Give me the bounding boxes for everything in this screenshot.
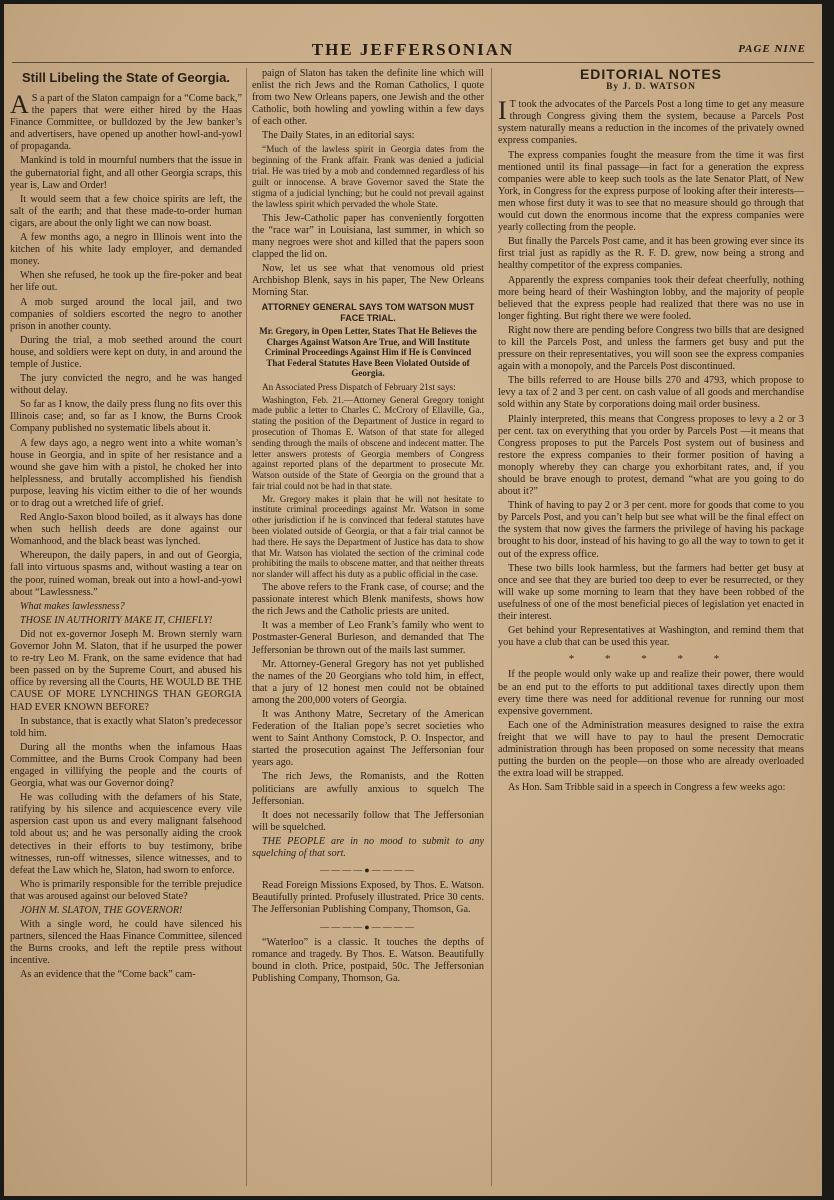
paragraph: The above refers to the Frank case, of course; and the passionate interest which Blenk manifests, shows how the rich Jews and the Catholic priests are united. [252,582,484,618]
advertisement [252,937,484,985]
subheadline: ATTORNEY GENERAL SAYS TOM WATSON MUST FACE TRIAL. [261,302,475,323]
quoted-editorial: “Much of the lawless spirit in Georgia dates from the beginning of the Frank affair. Frank was denied a judicial trial. He was tried by a mob and condemned regardless of his guilt or innocense. A brave Governor saved the State the stigma of a judicial lynching; but he could not prevail against the lawless spirit which pervaded the whole State. [252,144,484,210]
paragraph: He was colluding with the defamers of his State, ratifying by his silence and acquiescence every vile aspersion cast upon us and every malignant falsehood told about us; and he was personally aiding the crook detectives in their efforts to buy testimony, bribe witnesses, run-off witnesses, silence witnesses, and to defeat the Law which he, Slaton, had sworn to enforce. [10,792,242,876]
byline: By J. D. WATSON [606,82,696,93]
paragraph: JOHN M. SLATON, THE GOVERNOR! [20,905,183,916]
separator: ————●———— [320,921,416,932]
paragraph: It was Anthony Matre, Secretary of the American Federation of the Italian pope’s secret societies who went to Saint Anthony Comstock, P. O. Inspector, and started the prosecution against The Jeffersonian four years ago. [252,709,484,769]
paragraph: paign of Slaton has taken the definite line which will enlist the rich Jews and the Roman Catholics, I quote from two New Orleans papers, one Jewish and the other Catholic, both howling and yowling within a few days of each other. [252,68,484,128]
middle-column [252,68,484,1196]
paragraph: Now, let us see what that venomous old priest Archbishop Blenk, says in his paper, The New Orleans Morning Star. [252,262,484,299]
paragraph: What makes lawlessness? [20,600,125,612]
paragraph: Apparently the express companies took their defeat cheerfully, nothing more being heard of their Washington lobby, and the majority of people believed that the express people had realized that there was no use in longer fighting. But right there we were fooled. [498,274,804,322]
paragraph: Mr. Attorney-General Gregory has not yet published the names of the 20 Georgians who told him, in effect, that a jury of 12 honest men could not be obtained among the 200,000 voters of Georgia. [252,658,484,706]
paragraph: Whereupon, the daily papers, in and out of Georgia, fall into virtuous spasms and, without wasting a tear on the poor, ruined woman, break out into a howl-and-yowl about “Lawlessness.” [10,550,242,598]
article-body [252,582,484,860]
paragraph: It does not necessarily follow that The Jeffersonian will be squelched. [252,809,484,833]
paragraph: It was a member of Leo Frank’s family who went to Postmaster-General Burleson, and demanded that The Jeffersonian be thrown out of the mails last summer. [252,620,484,656]
paragraph: During all the months when the infamous Haas Committee, and the Burns Crook Company had been engaged in villifying the people and the courts of Georgia, what was our Governor doing? [10,741,242,790]
paragraph: Each one of the Administration measures designed to raise the extra freight that we will have to pay to haul the present Democratic administration through has been proposed on some necessity that means putting the burden on the people—on those who are already overloaded the extra load will be strapped. [498,719,804,780]
paragraph: It would seem that a few choice spirits are left, the salt of the earth; and that these made-to-order human cigars, are about the only light we can now boast. [10,193,242,229]
paragraph: These two bills look harmless, but the farmers had better get busy at once and see that they are buried too deep to ever be resurrected, or they will wake up some morning to learn that they have been robbed of the usefulness of one of the most beneficial pieces of legislation yet enacted in their interest. [498,562,804,623]
paragraph: Mr. Gregory makes it plain that he will not hesitate to institute criminal proceedings against Mr. Watson in some other jurisdiction if he is convinced that federal statutes have been violated outside of Georgia, or that a fair trial cannot be had there. He says the Department of Justice has data to show that Mr. Watson has violated the section of the criminal code prohibiting the mails to obscene matter, and that neither threats nor slander will affect his duty as a public official in the case. [252,493,484,580]
paragraph: THOSE IN AUTHORITY MAKE IT, CHIEFLY! [20,614,213,626]
column-divider [491,68,492,1186]
article-body [252,213,484,300]
column-divider [246,68,247,1186]
left-column [10,68,242,1196]
paragraph: Mankind is told in mournful numbers that the issue in the gubernatorial fight, and all other Georgia scraps, this year is, Law and Order! [10,155,242,191]
paragraph: When she refused, he took up the fire-poker and beat her life out. [10,270,242,294]
deck-headline: Mr. Gregory, in Open Letter, States That He Believes the Charges Against Watson Are True, and Will Institute Criminal Proceedings Against Him if He is Convinced That Federal Statutes Have Been Violated Outside of Georgia. [259,326,477,379]
separator: ————●———— [320,865,416,876]
advertisement [252,880,484,916]
article-body [10,90,242,982]
paragraph: A few days ago, a negro went into a white woman’s house in Georgia, and in spite of her resistance and a wound she gave him with a pistol, he choked her into helplessness, and brutally accomplished his fiendish purpose, leaving his victim either to die of her wounds or to drag out a wretched life of grief. [10,437,242,509]
paragraph: In substance, that is exactly what Slaton’s predecessor told him. [10,715,242,739]
paragraph: Washington, Feb. 21.—Attorney General Gregory tonight made public a letter to Charles C. McCrory of Ellaville, Ga., stating the position of the Department of Justice in regard to prosecution of Thomas E. Watson of that state for alleged sending through the mails of obscene and indecent matter. The letter answers protests of Georgia members of Congress against reported plans of the department to prosecute Mr. Watson outside of the State of Georgia on the ground that a fair trial could not be had in that state. [252,394,484,491]
drop-cap: A [10,90,29,119]
section-break: * * * * * [568,653,734,666]
paragraph: Did not ex-governor Joseph M. Brown sternly warn Governor John M. Slaton, that if he usurped the power to re-try Leo M. Frank, on the same evidence that had been passed on by the Supreme Court, and abused his office by reversing all the Courts, HE WOULD BE THE CAUSE OF MORE LYNCHINGS THAN GEORGIA HAD EVER KNOWN BEFORE? [10,628,242,713]
press-dispatch [252,382,484,580]
paragraph [10,90,242,153]
paragraph: If the people would only wake up and realize their power, there would be an end put to the efforts to put additional taxes directly upon them every time there was need for additional revenue for running our most expensive government. [498,669,804,717]
paragraph: Plainly interpreted, this means that Congress proposes to levy a 2 or 3 per cent. tax on everything that you order by Parcels Post —it means that Congress proposes to put the Parcels Post system out of business and restore the express companies to their former position of having a monoply whereby they can charge you exhorbitant rates, and, if you should be brave enough to protest, demand “what are you going to do about it?” [498,413,804,498]
paragraph: With a single word, he could have silenced his partners, silenced the Haas Finance Committee, silenced the Burns crooks, and left the reptile press without incentive. [10,919,242,967]
paragraph: THE PEOPLE are in no mood to submit to any squelching of that sort. [252,835,484,860]
drop-cap: I [498,96,507,126]
newspaper-page [4,4,822,1196]
page-number: PAGE NINE [738,43,806,55]
article-body [252,68,484,143]
paragraph: Right now there are pending before Congress two bills that are designed to kill the Parcels Post, and unless the farmers get busy and put the pressure on their representatives, you will soon see the express companies again with a monopoly, and the Parcels Post discontinued. [498,324,804,373]
paragraph: An Associated Press Dispatch of February 21st says: [262,381,456,392]
masthead: THE JEFFERSONIAN [311,40,515,59]
paragraph: During the trial, a mob seethed around the court house, and soldiers were kept on duty, in and around the temple of Justice. [10,334,242,370]
paragraph: The bills referred to are House bills 270 and 4793, which propose to levy a tax of 2 and 3 per cent. on cash value of all goods and merchandise sold within any State by corporations doing mail order business. [498,375,804,411]
paragraph [498,96,804,147]
paragraph-text: T took the advocates of the Parcels Post a long time to get any measure through Congress giving them the system, because a Parcels Post system naturally means a reduction in the incomes of the privately owned express companies. [498,99,804,147]
paragraph: This Jew-Catholic paper has conveniently forgotten the “race war” in Louisiana, last summer, in which so many negroes were shot and killed that the papers soon clapped the lid on. [252,212,484,260]
paragraph: But finally the Parcels Post came, and it has been growing ever since its first trial just as rapidly as the R. F. D. grew, now being a strong and healthy competitor of the express companies. [498,236,804,272]
header-rule [12,62,814,63]
paragraph: As an evidence that the “Come back” cam- [20,969,196,981]
right-column [498,68,804,1196]
article-body [498,669,804,794]
paragraph: Who is primarily responsible for the terrible prejudice that was aroused against our beloved State? [10,878,242,902]
paragraph: The rich Jews, the Romanists, and the Rotten politicians are awfully anxious to squelch The Jeffersonian. [252,771,484,807]
page-header [4,40,822,60]
ad-text: “Waterloo” is a classic. It touches the depths of romance and tragedy. By Thos. E. Watson. Beautifully bound in cloth. Price, postpaid, 50c. The Jeffersonian Publishing Company, Thomson, Ga. [252,936,484,984]
paragraph: The express companies fought the measure from the time it was first mentioned until its final passage—in fact for a generation the express companies were able to keep such tools as the late Senator Platt, of New York, in Congress for the express purpose of looking after their interests—men whose first duty it was to see that no measure should go through that would cut down the enormous income that the express companies were yearly collecting from the people. [498,149,804,234]
paragraph: So far as I know, the daily press flung no fits over this Illinois case; and, so far as I know, the Burns Crook Company published no systematic libels about it. [10,399,242,435]
paragraph: As Hon. Sam Tribble said in a speech in Congress a few weeks ago: [508,782,786,794]
section-title: EDITORIAL NOTES [579,68,723,82]
paragraph: The Daily States, in an editorial says: [262,130,415,142]
article-body [498,96,804,649]
paragraph: A few months ago, a negro in Illinois went into the kitchen of his white lady employer, and demanded money. [10,232,242,268]
paragraph: A mob surged around the local jail, and two companies of soldiers escorted the negro to another prison in another county. [10,296,242,332]
ad-text: Read Foreign Missions Exposed, by Thos. E. Watson. Beautifully printed. Profusely illustrated. Price 30 cents. The Jeffersonian Publishing Company, Thomson, Ga. [252,880,484,916]
paragraph: Get behind your Representatives at Washington, and remind them that you have a club that can be used this year. [498,625,804,649]
paragraph: The jury convicted the negro, and he was hanged without delay. [10,373,242,397]
paragraph-text: S a part of the Slaton campaign for a “Come back,” the papers that were either hired by the Haas Finance Committee, or bulldozed by the Jew banker’s and advertisers, have opened up another howl-and-yowl of propaganda. [10,93,242,153]
article-title: Still Libeling the State of Georgia. [21,70,231,85]
paragraph: Think of having to pay 2 or 3 per cent. more for goods that come to you by Parcels Post, and you can’t help but see what will be the final effect on the system that now gives the farmers the privilege of having his package brought to his door, instead of his having to go all the way to town to get it out of the express office. [498,500,804,560]
paragraph: Red Anglo-Saxon blood boiled, as it always has done when such hellish deeds are done against our Womanhood, and the black beast was lynched. [10,512,242,548]
